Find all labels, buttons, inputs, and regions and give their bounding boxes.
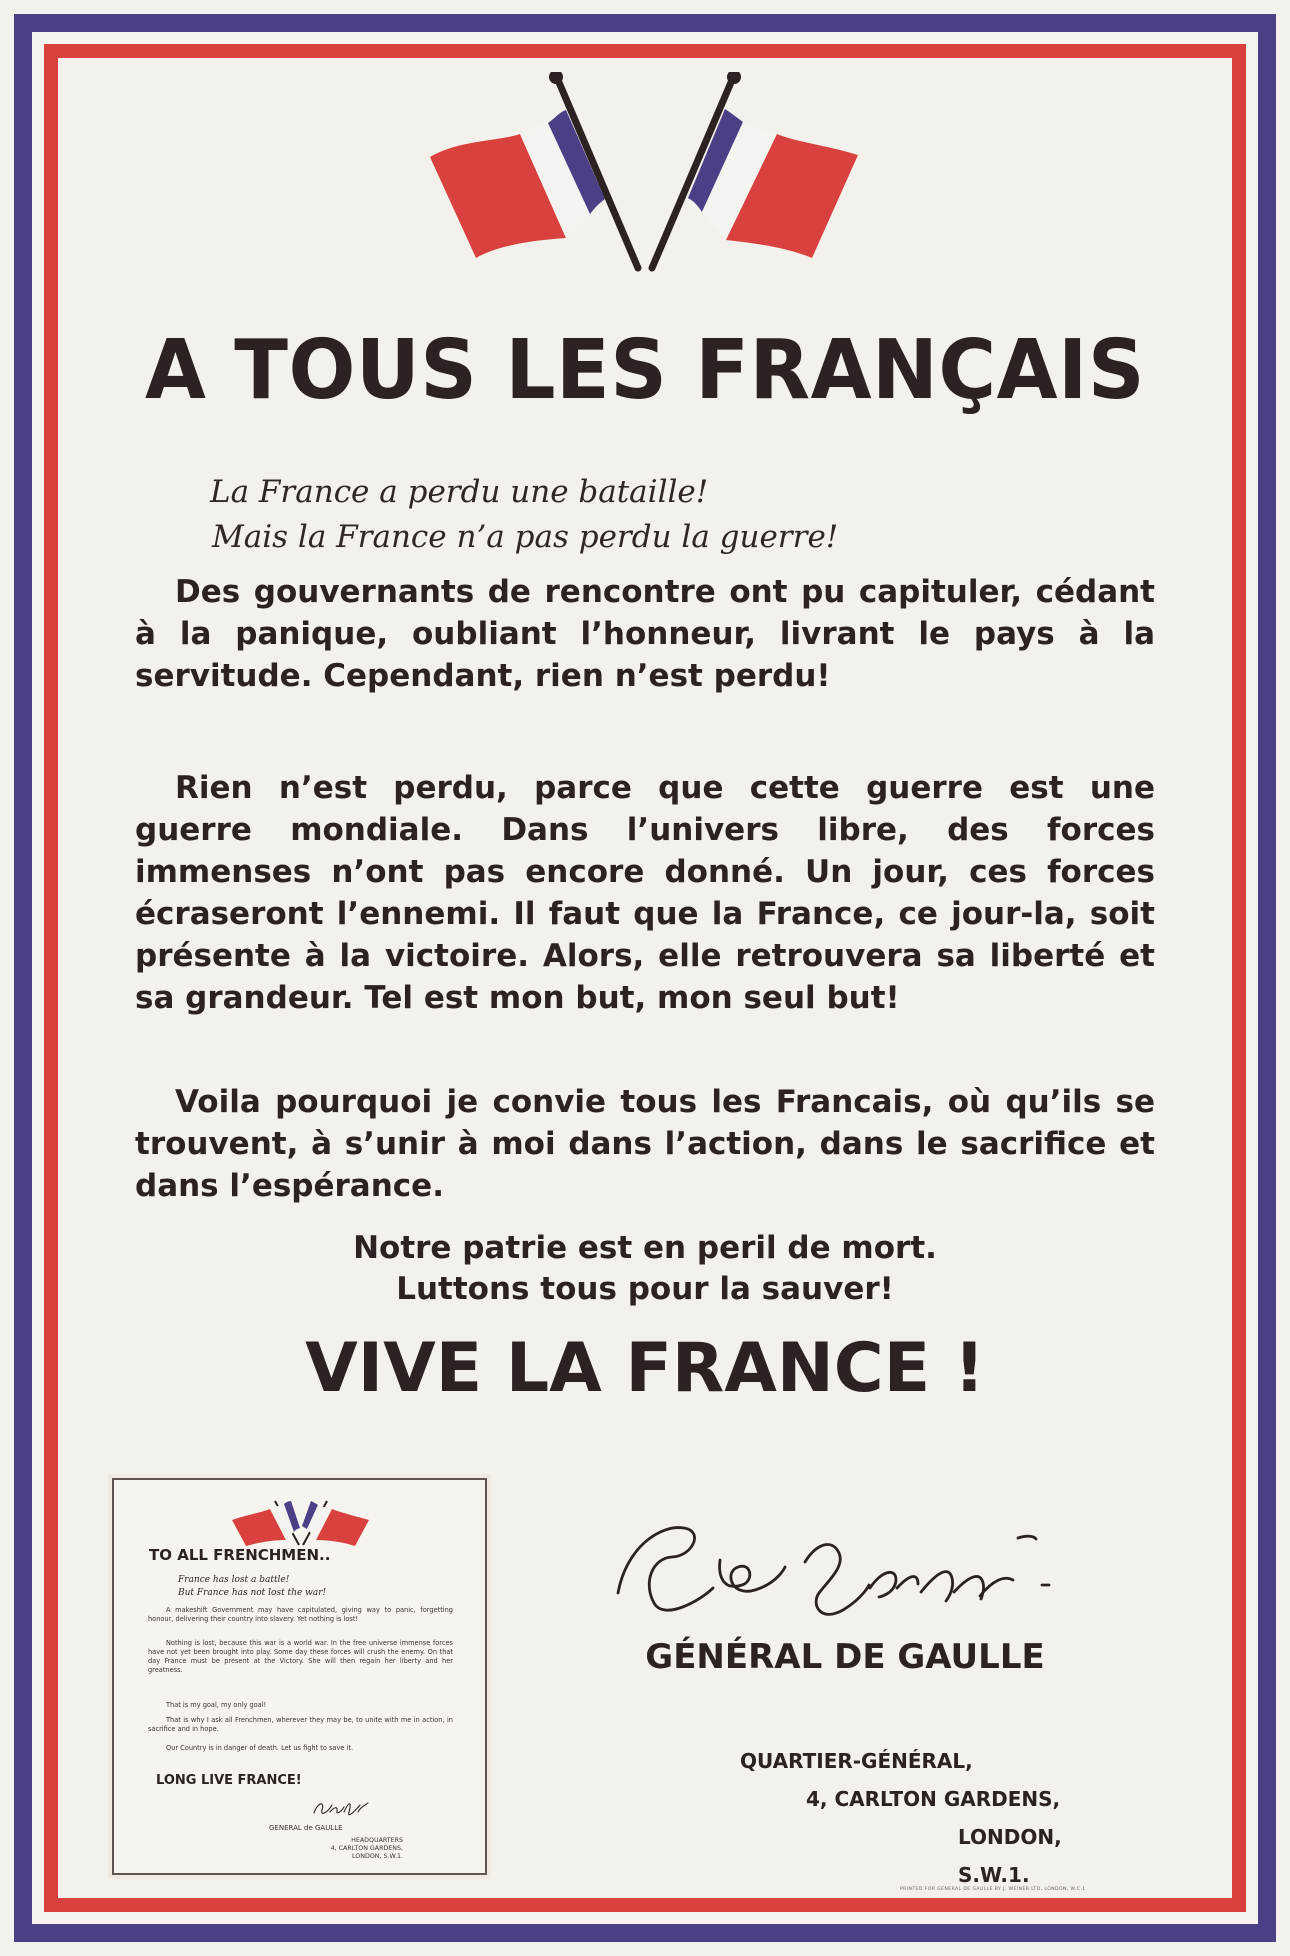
address-line-1: QUARTIER-GÉNÉRAL, [740, 1749, 973, 1773]
printer-credit: PRINTED FOR GENERAL DE GAULLE BY J. WEINER LTD, LONDON, W.C.1 [900, 1887, 1086, 1892]
general-name: GÉNÉRAL DE GAULLE [645, 1637, 1045, 1677]
english-inset [112, 1478, 487, 1875]
inset-address-line-1: HEADQUARTERS [351, 1837, 403, 1844]
closing-text [135, 1228, 1155, 1310]
inset-paragraph-2: Nothing is lost, because this war is a world war. In the free universe immense forces have not yet been brought into play. Some day these forces will crush the enemy. On that day France must be present at the Victory. She will then regain her liberty and her greatness. [148, 1639, 453, 1674]
inset-paragraph-4: That is why I ask all Frenchmen, wherever they may be, to unite with me in action, in sacrifice and in hope. [148, 1716, 453, 1733]
closing-line-1: Notre patrie est en peril de mort. [353, 1230, 937, 1266]
inset-signature-icon [310, 1795, 370, 1823]
inset-subtitle [178, 1574, 438, 1600]
inset-address-line-3: LONDON, S.W.1. [352, 1853, 403, 1860]
crossed-flags-icon [430, 72, 860, 272]
signature-icon [600, 1510, 1135, 1645]
address-block [740, 1742, 1140, 1894]
inset-paragraph-5: Our Country is in danger of death. Let us fight to save it. [166, 1744, 354, 1752]
address-line-3: LONDON, S.W.1. [958, 1825, 1062, 1887]
page-title: A TOUS LES FRANÇAIS [144, 323, 1145, 418]
inset-subtitle-line-2: But France has not lost the war! [178, 1588, 327, 1598]
inset-paragraph-1: A makeshift Government may have capitulated, giving way to panic, forgetting honour, delivering their country into slavery. Yet nothing is lost! [148, 1606, 453, 1623]
inset-title: TO ALL FRENCHMEN.. [149, 1546, 331, 1564]
inset-address [298, 1837, 403, 1861]
body-paragraph-1: Des gouvernants de rencontre ont pu capituler, cédant à la panique, oubliant l’honneur, livrant le pays à la servitude. Cependant, rien n’est perdu! [135, 574, 1155, 694]
subtitle [210, 470, 1090, 560]
inset-slogan: LONG LIVE FRANCE! [156, 1773, 302, 1788]
address-line-2: 4, CARLTON GARDENS, [806, 1787, 1061, 1811]
small-crossed-flags-icon [232, 1498, 370, 1546]
closing-line-2: Luttons tous pour la sauver! [396, 1271, 894, 1307]
inset-paragraph-3: That is my goal, my only goal! [166, 1701, 267, 1709]
inset-address-line-2: 4, CARLTON GARDENS, [330, 1845, 403, 1852]
body-paragraph-3: Voila pourquoi je convie tous les Francais, où qu’ils se trouvent, à s’unir à moi dans l’action, dans le sacrifice et dans l’espérance. [135, 1084, 1155, 1204]
inset-general: GENERAL de GAULLE [269, 1824, 343, 1832]
body-paragraph-2: Rien n’est perdu, parce que cette guerre est une guerre mondiale. Dans l’univers libre, des forces immenses n’ont pas encore donné. Un jour, ces forces écraseront l’ennemi. Il faut que la France, ce jour-la, soit présente à la victoire. Alors, elle retrouvera sa liberté et sa grandeur. Tel est mon but, mon seul but! [135, 770, 1155, 1016]
subtitle-line-1: La France a perdu une bataille! [210, 474, 709, 510]
inset-subtitle-line-1: France has lost a battle! [178, 1575, 290, 1585]
subtitle-line-2: Mais la France n’a pas perdu la guerre! [212, 519, 839, 555]
slogan: VIVE LA FRANCE ! [305, 1329, 985, 1408]
